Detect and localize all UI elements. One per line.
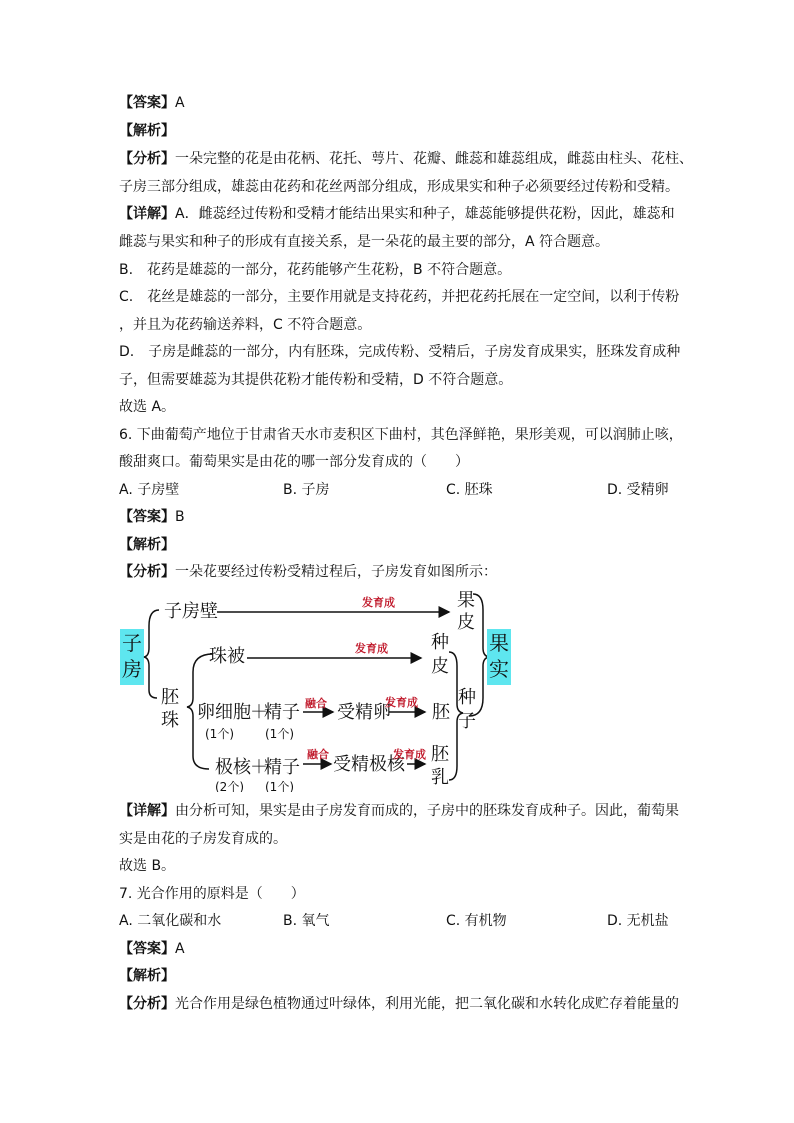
- sperm-label-2: 精子: [264, 757, 300, 778]
- q5-option-d-line1: D. 子房是雌蕊的一部分，内有胚珠，完成传粉、受精后，子房发育成果实，胚珠发育成种: [119, 344, 681, 360]
- q6-answer: [119, 508, 185, 526]
- seed-coat-label-1: 种: [431, 632, 449, 653]
- sperm-label-1: 精子: [264, 702, 300, 723]
- answer-tag: 【答案】: [119, 509, 175, 525]
- ovule-label-2: 珠: [161, 710, 179, 731]
- fertilized-polar-label: 受精极核: [333, 754, 405, 775]
- plus-sign-1: ＋: [250, 702, 268, 723]
- q5-option-d-line2: 子，但需要雄蕊为其提供花粉才能传粉和受精，D 不符合题意。: [119, 372, 513, 388]
- q5-xiangjie-line1: [119, 205, 675, 223]
- q5-option-c-line2: ，并且为花药输送养料，C 不符合题意。: [119, 317, 372, 333]
- fenxi-text: 一朵完整的花是由花柄、花托、萼片、花瓣、雌蕊和雄蕊组成，雌蕊由柱头、花柱、: [175, 151, 693, 167]
- seed-label-2: 子: [458, 711, 476, 732]
- sperm-count-1: (1个): [265, 727, 294, 741]
- q7-option-c: C. 有机物: [446, 913, 507, 929]
- polar-count: (2个): [215, 780, 244, 792]
- q6-xiangjie-line1: [119, 802, 679, 820]
- q6-xiangjie-line2: 实是由花的子房发育成的。: [119, 831, 287, 847]
- ovary-wall-label: 子房壁: [164, 601, 218, 622]
- q6-option-c: C. 胚珠: [446, 482, 493, 498]
- develops-label-4: 发育成: [393, 748, 426, 761]
- q6-conclusion: 故选 B。: [119, 858, 176, 874]
- pericarp-label-1: 果: [457, 590, 475, 611]
- seed-label-1: 种: [458, 687, 476, 708]
- q5-option-b-line: B. 花药是雄蕊的一部分，花药能够产生花粉，B 不符合题意。: [119, 262, 512, 278]
- pericarp-label-2: 皮: [457, 612, 475, 633]
- xiangjie-text: A．雌蕊经过传粉和受精才能结出果实和种子，雄蕊能够提供花粉，因此，雄蕊和: [175, 206, 675, 222]
- fenxi-tag: 【分析】: [119, 151, 175, 167]
- q7-answer: [119, 940, 185, 958]
- q6-stem-line2: 酸甜爽口。葡萄果实是由花的哪一部分发育成的（ ）: [119, 454, 469, 470]
- polar-nuclei-label: 极核: [215, 757, 251, 778]
- ovule-label-1: 胚: [161, 687, 179, 708]
- embryo-label: 胚: [432, 702, 450, 723]
- integument-label: 珠被: [209, 646, 245, 667]
- q5-analysis-tag: 【解析】: [119, 123, 175, 139]
- q7-option-d: D. 无机盐: [607, 913, 669, 929]
- fruit-label-1: 果: [489, 631, 509, 655]
- develops-label-1: 发育成: [362, 596, 395, 609]
- fusion-label-1: 融合: [305, 697, 327, 710]
- answer-value: B: [175, 509, 185, 525]
- ovary-label-1: 子: [122, 631, 142, 655]
- xiangjie-tag: 【详解】: [119, 803, 175, 819]
- q7-option-a: A. 二氧化碳和水: [119, 913, 222, 929]
- xiangjie-tag: 【详解】: [119, 206, 175, 222]
- q7-option-b: B. 氧气: [283, 913, 330, 929]
- endosperm-label-2: 乳: [431, 767, 449, 788]
- plus-sign-2: ＋: [250, 757, 268, 778]
- q7-fenxi: [119, 995, 679, 1013]
- q5-option-c-line1: C. 花丝是雄蕊的一部分，主要作用就是支持花药，并把花药托展在一定空间，以利于传粉: [119, 289, 680, 305]
- fenxi-tag: 【分析】: [119, 996, 175, 1012]
- answer-value: A: [175, 95, 185, 111]
- q6-option-b: B. 子房: [283, 482, 330, 498]
- ovary-development-diagram: [117, 586, 517, 792]
- ovary-label-2: 房: [122, 657, 142, 681]
- ovary-brace: [144, 610, 159, 698]
- answer-tag: 【答案】: [119, 941, 175, 957]
- q6-fenxi: [119, 563, 497, 581]
- q5-fenxi-line2: 子房三部分组成，雄蕊由花药和花丝两部分组成，形成果实和种子必须要经过传粉和受精。: [119, 179, 679, 195]
- q7-analysis-tag: 【解析】: [119, 968, 175, 984]
- develops-label-2: 发育成: [355, 642, 388, 655]
- endosperm-label-1: 胚: [431, 744, 449, 765]
- q7-stem: 7. 光合作用的原料是（ ）: [119, 886, 305, 902]
- answer-value: A: [175, 941, 185, 957]
- egg-count: (1个): [205, 727, 234, 741]
- fertilized-egg-label: 受精卵: [337, 702, 391, 723]
- q5-conclusion: 故选 A。: [119, 399, 176, 415]
- q6-analysis-tag: 【解析】: [119, 537, 175, 553]
- fruit-label-2: 实: [489, 657, 509, 681]
- sperm-count-2: (1个): [265, 780, 294, 792]
- answer-tag: 【答案】: [119, 95, 175, 111]
- fenxi-tag: 【分析】: [119, 564, 175, 580]
- q6-option-d: D. 受精卵: [607, 482, 669, 498]
- seed-coat-label-2: 皮: [431, 656, 449, 677]
- q5-fenxi-line1: [119, 150, 693, 168]
- egg-cell-label: 卵细胞: [197, 702, 251, 723]
- fusion-label-2: 融合: [307, 748, 329, 761]
- fenxi-text: 光合作用是绿色植物通过叶绿体，利用光能，把二氧化碳和水转化成贮存着能量的: [175, 996, 679, 1012]
- fenxi-text: 一朵花要经过传粉受精过程后，子房发育如图所示：: [175, 564, 497, 580]
- q5-answer: [119, 94, 185, 112]
- q5-xiangjie-line2: 雌蕊与果实和种子的形成有直接关系，是一朵花的最主要的部分，A 符合题意。: [119, 234, 610, 250]
- q6-option-a: A. 子房壁: [119, 482, 180, 498]
- xiangjie-text: 由分析可知，果实是由子房发育而成的，子房中的胚珠发育成种子。因此，葡萄果: [175, 803, 679, 819]
- q6-stem-line1: 6. 下曲葡萄产地位于甘肃省天水市麦积区下曲村，其色泽鲜艳，果形美观，可以润肺止咳，: [119, 427, 683, 443]
- develops-label-3: 发育成: [385, 696, 418, 709]
